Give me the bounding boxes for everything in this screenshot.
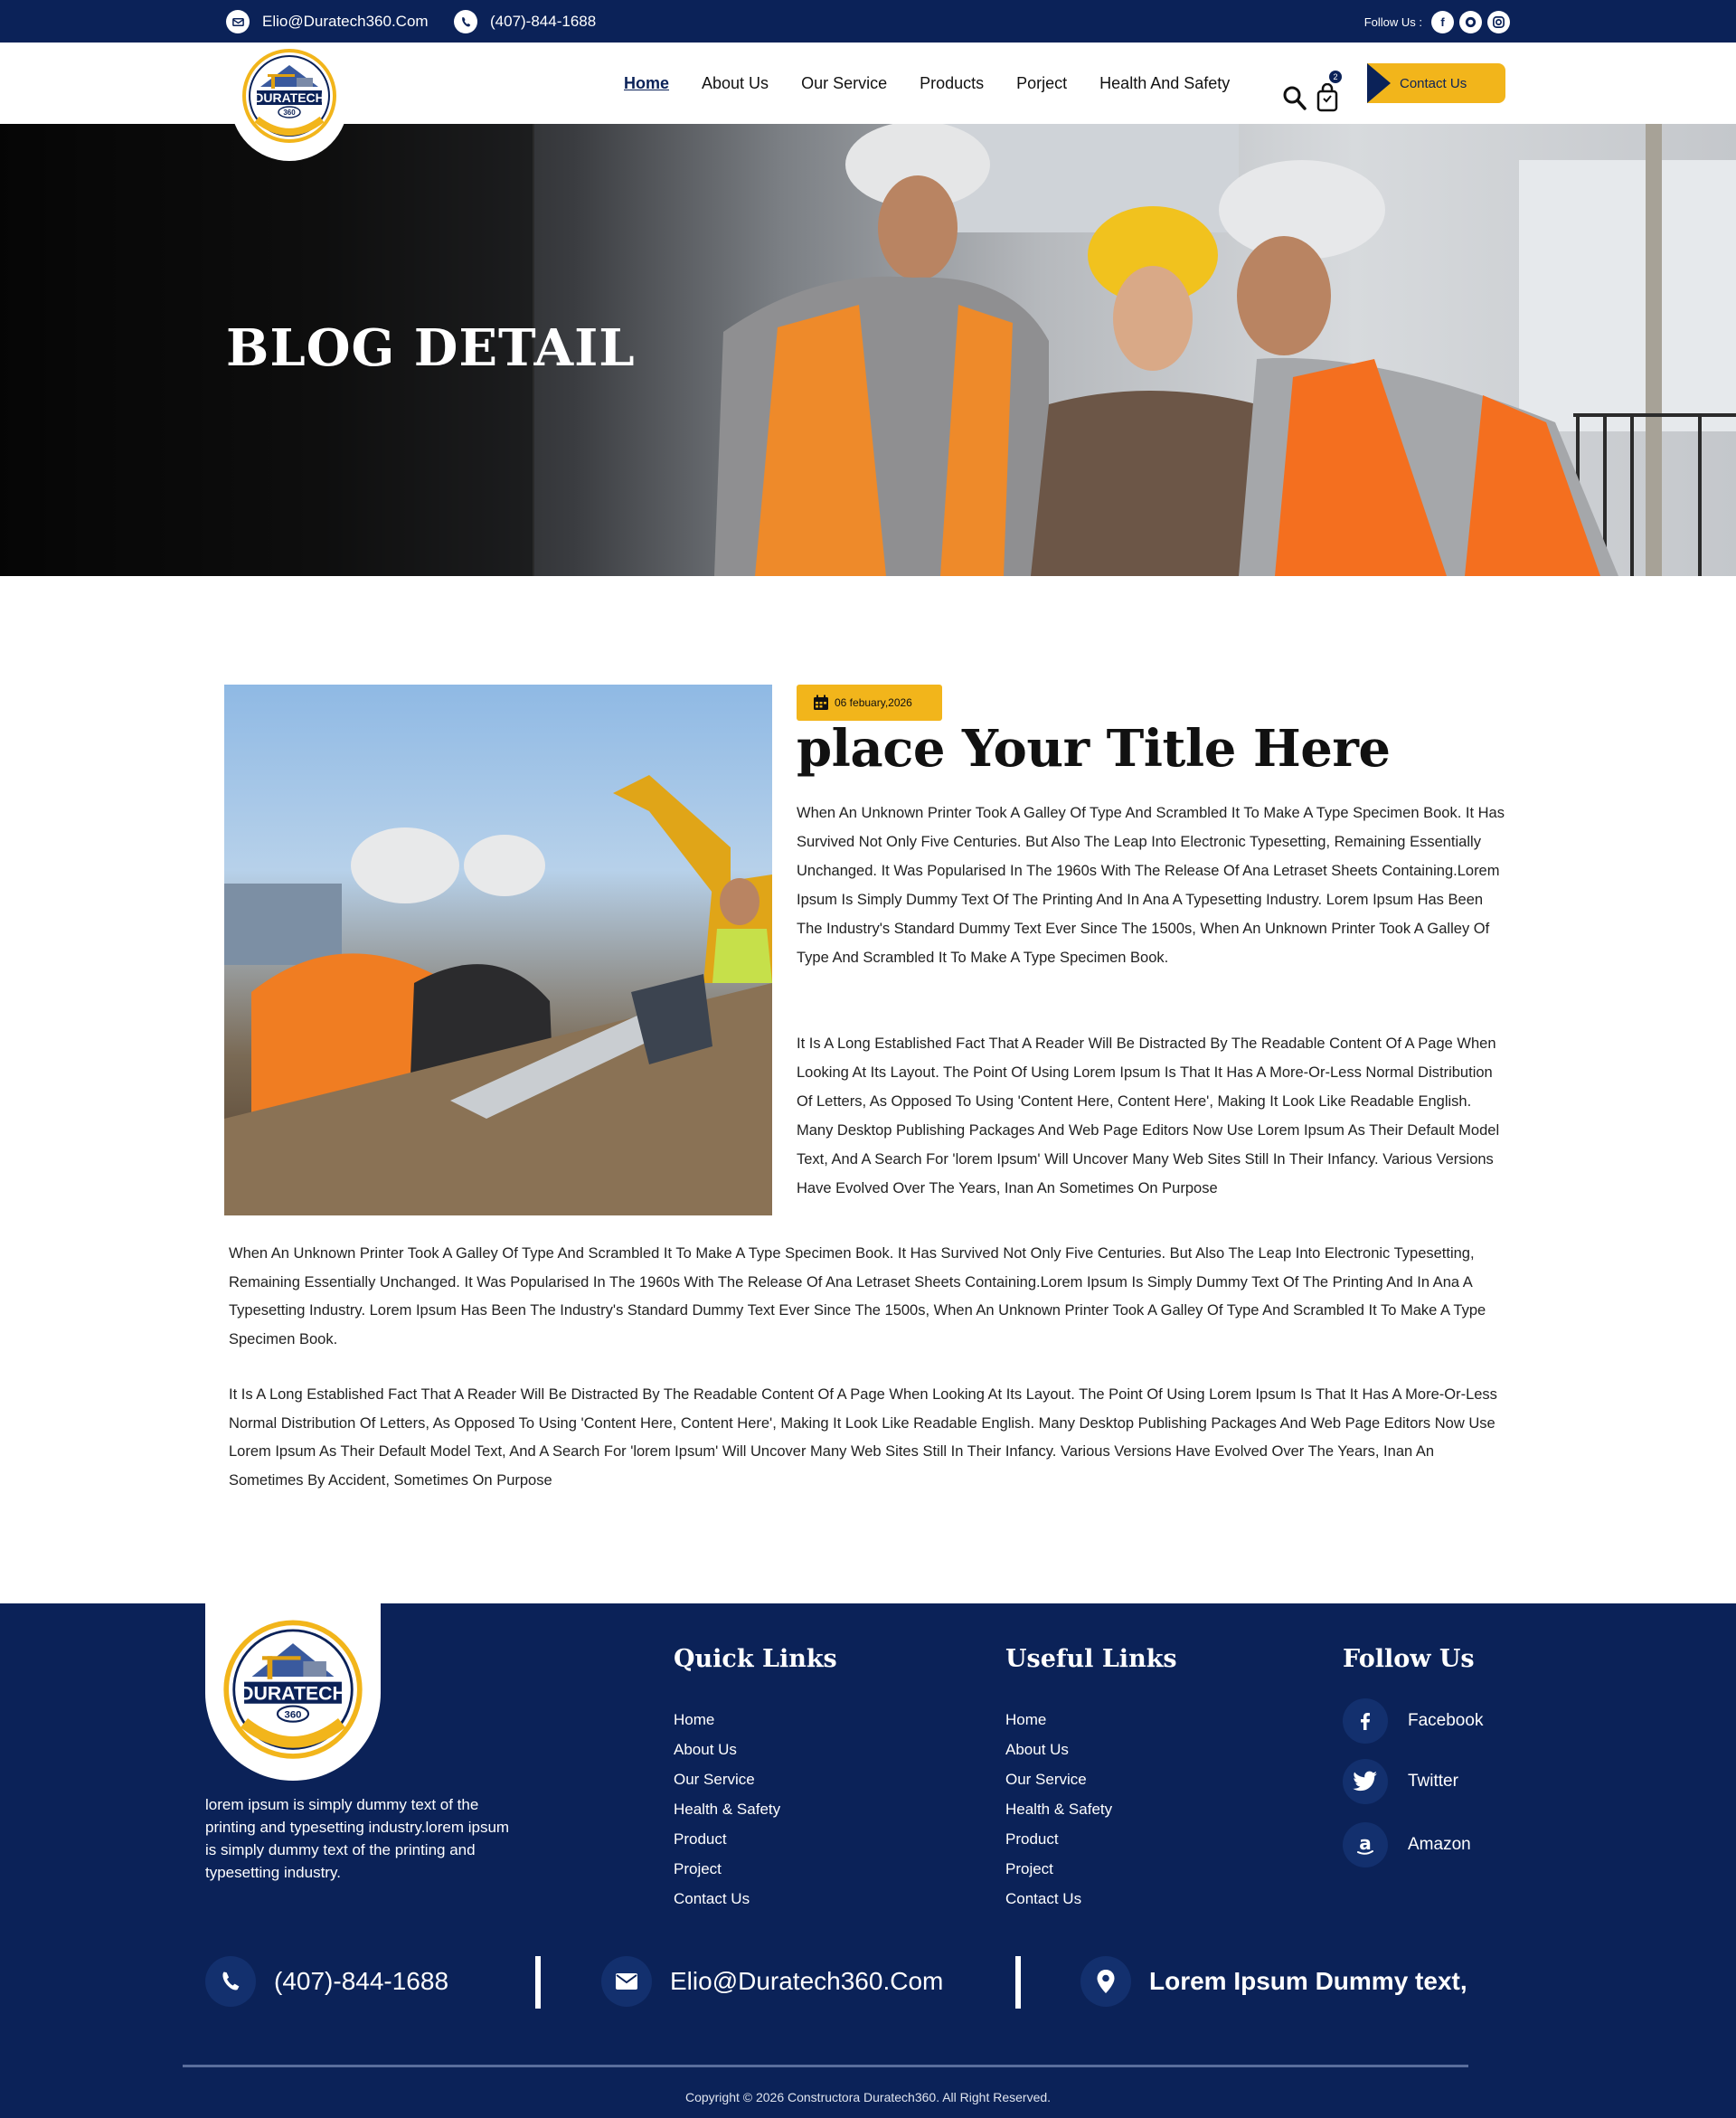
svg-text:360: 360 bbox=[284, 1709, 302, 1721]
header-icons bbox=[1282, 83, 1338, 112]
useful-link-contact-us[interactable]: Contact Us bbox=[1005, 1890, 1082, 1907]
footer-phone[interactable] bbox=[205, 1956, 448, 2007]
follow-amazon-label: Amazon bbox=[1408, 1835, 1471, 1854]
amazon-icon bbox=[1343, 1822, 1388, 1867]
footer-phone-text[interactable]: (407)-844-1688 bbox=[274, 1967, 449, 1995]
quick-link-about-us[interactable]: About Us bbox=[674, 1741, 737, 1758]
footer-logo-graphic bbox=[213, 1612, 373, 1772]
footer-address bbox=[1080, 1956, 1467, 2007]
post-image bbox=[224, 685, 772, 1215]
calendar-icon bbox=[813, 695, 829, 711]
follow-amazon[interactable] bbox=[1343, 1822, 1471, 1867]
useful-links-title: Useful Links bbox=[1005, 1645, 1177, 1673]
footer-rule bbox=[183, 2065, 1468, 2067]
logo-graphic bbox=[233, 47, 345, 156]
topbar-follow-label: Follow Us : bbox=[1363, 15, 1422, 29]
useful-link-about-us[interactable]: About Us bbox=[1005, 1741, 1069, 1758]
location-pin-icon bbox=[1080, 1956, 1131, 2007]
site-footer bbox=[0, 1603, 1736, 2118]
nav-about-us[interactable]: About Us bbox=[702, 74, 769, 92]
post-date-badge bbox=[797, 685, 942, 721]
mail-icon bbox=[601, 1956, 652, 2007]
topbar-phone[interactable] bbox=[454, 10, 596, 33]
topbar-email[interactable] bbox=[226, 10, 429, 33]
footer-divider bbox=[1015, 1956, 1021, 2009]
post-body-paragraph: When An Unknown Printer Took A Galley Of Type And Scrambled It To Make A Type Specimen Book. It Has Survived Not Only Five Centuries. But Also The Leap Into Electronic Typesetting, Remaining Essentially Unchanged. It Was Popularised In The 1960s With The Release Of Ana Letraset Sheets Containing.Lorem Ipsum Is Simply Dummy Text Of The Printing And In Ana A Typesetting Industry. Lorem Ipsum Has Been The Industry's Standard Dummy Text Ever Since The 1500s, When An Unknown Printer Took A Galley Of Type And Scrambled It To Make A Type Specimen Book. bbox=[229, 1245, 1486, 1347]
nav-project[interactable]: Porject bbox=[1016, 74, 1068, 92]
topbar-phone-text[interactable]: (407)-844-1688 bbox=[490, 13, 597, 30]
svg-text:360: 360 bbox=[283, 109, 296, 117]
hero-title: BLOG DETAIL bbox=[226, 318, 636, 378]
contact-us-button[interactable] bbox=[1367, 63, 1505, 103]
nav-home[interactable]: Home bbox=[624, 74, 670, 92]
follow-facebook-label: Facebook bbox=[1408, 1711, 1484, 1730]
post-side-paragraph: When An Unknown Printer Took A Galley Of Type And Scrambled It To Make A Type Specimen Book. It Has Survived Not Only Five Centuries. But Also The Leap Into Electronic Typesetting, Remaining Essentially Unchanged. It Was Popularised In The 1960s With The Release Of Ana Letraset Sheets Containing.Lorem Ipsum Is Simply Dummy Text Of The Printing And In Ana A Typesetting Industry. Lorem Ipsum Has Been The Industry's Standard Dummy Text Ever Since The 1500s, When An Unknown Printer Took A Galley Of Type And Scrambled It To Make A Type Specimen Book. bbox=[797, 805, 1505, 966]
post-body-paragraph: It Is A Long Established Fact That A Reader Will Be Distracted By The Readable Content Of A Page When Looking At Its Layout. The Point Of Using Lorem Ipsum Is That It Has A More-Or-Less Normal Distribution Of Letters, As Opposed To Using 'Content Here, Content Here', Making It Look Like Readable English. Many Desktop Publishing Packages And Web Page Editors Now Use Lorem Ipsum As Their Default Model Text, And A Search For 'lorem Ipsum' Will Uncover Many Web Sites Still In Their Infancy. Various Versions Have Evolved Over The Years, Inan An Sometimes By Accident, Sometimes On Purpose bbox=[229, 1386, 1497, 1489]
cart-count-badge: 2 bbox=[1329, 71, 1342, 83]
footer-email-text[interactable]: Elio@Duratech360.Com bbox=[670, 1967, 944, 1995]
post-photo bbox=[224, 685, 772, 1215]
footer-logo[interactable] bbox=[205, 1603, 381, 1781]
useful-link-project[interactable]: Project bbox=[1005, 1860, 1053, 1877]
follow-us-title: Follow Us bbox=[1343, 1645, 1475, 1673]
footer-email[interactable] bbox=[601, 1956, 943, 2007]
follow-twitter[interactable] bbox=[1343, 1759, 1458, 1804]
contact-us-button-label: Contact Us bbox=[1400, 75, 1467, 91]
quick-links-list bbox=[674, 1705, 780, 1914]
footer-about-text: lorem ipsum is simply dummy text of the printing and typesetting industry.lorem ipsum is simply dummy text of the printing and typesetting industry. bbox=[205, 1796, 510, 1881]
facebook-icon[interactable]: f bbox=[1431, 11, 1454, 33]
quick-link-health-safety[interactable]: Health & Safety bbox=[674, 1801, 781, 1818]
useful-links-list bbox=[1005, 1705, 1112, 1914]
copyright-text: Copyright © 2026 Constructora Duratech360. All Right Reserved. bbox=[684, 2090, 1052, 2104]
svg-text:a: a bbox=[1359, 1833, 1372, 1854]
nav-products[interactable]: Products bbox=[920, 74, 985, 92]
topbar-email-text[interactable]: Elio@Duratech360.Com bbox=[262, 13, 429, 30]
post-title: place Your Title Here bbox=[797, 719, 1391, 779]
twitter-icon bbox=[1343, 1759, 1388, 1804]
svg-text:DURATECH: DURATECH bbox=[240, 1682, 346, 1705]
top-bar bbox=[0, 0, 1736, 43]
mail-icon bbox=[226, 10, 250, 33]
quick-link-our-service[interactable]: Our Service bbox=[674, 1771, 755, 1788]
instagram-icon[interactable] bbox=[1487, 11, 1510, 33]
quick-link-contact-us[interactable]: Contact Us bbox=[674, 1890, 750, 1907]
topbar-follow bbox=[1364, 11, 1510, 33]
post-date: 06 febuary,2026 bbox=[835, 696, 912, 709]
follow-facebook[interactable] bbox=[1343, 1698, 1483, 1744]
post-side-paragraph: It Is A Long Established Fact That A Reader Will Be Distracted By The Readable Content Of A Page When Looking At Its Layout. The Point Of Using Lorem Ipsum Is That It Has A More-Or-Less Normal Distribution Of Letters, As Opposed To Using 'Content Here, Content Here', Making It Look Like Readable English. Many Desktop Publishing Packages And Web Page Editors Now Use Lorem Ipsum As Their Default Model Text, And A Search For 'lorem Ipsum' Will Uncover Many Web Sites Still In Their Infancy. Various Versions Have Evolved Over The Years, Inan An Sometimes On Purpose bbox=[797, 1035, 1500, 1196]
useful-link-product[interactable]: Product bbox=[1005, 1830, 1059, 1848]
site-logo[interactable] bbox=[231, 47, 348, 161]
hero-banner bbox=[0, 124, 1736, 576]
phone-icon bbox=[454, 10, 477, 33]
quick-link-home[interactable]: Home bbox=[674, 1711, 715, 1728]
useful-link-health-safety[interactable]: Health & Safety bbox=[1005, 1801, 1113, 1818]
quick-link-project[interactable]: Project bbox=[674, 1860, 722, 1877]
quick-links-title: Quick Links bbox=[674, 1645, 837, 1673]
main-nav bbox=[624, 74, 1262, 93]
nav-health-and-safety[interactable]: Health And Safety bbox=[1099, 74, 1231, 92]
useful-link-home[interactable]: Home bbox=[1005, 1711, 1047, 1728]
footer-address-text: Lorem Ipsum Dummy text, bbox=[1149, 1967, 1467, 1995]
search-icon[interactable] bbox=[1282, 84, 1307, 111]
github-icon[interactable] bbox=[1459, 11, 1482, 33]
facebook-icon bbox=[1343, 1698, 1388, 1744]
shopping-bag-icon[interactable] bbox=[1316, 83, 1338, 112]
useful-link-our-service[interactable]: Our Service bbox=[1005, 1771, 1087, 1788]
quick-link-product[interactable]: Product bbox=[674, 1830, 727, 1848]
nav-our-service[interactable]: Our Service bbox=[801, 74, 888, 92]
svg-text:DURATECH: DURATECH bbox=[254, 90, 325, 105]
phone-icon bbox=[205, 1956, 256, 2007]
follow-twitter-label: Twitter bbox=[1408, 1772, 1458, 1791]
footer-divider bbox=[535, 1956, 541, 2009]
